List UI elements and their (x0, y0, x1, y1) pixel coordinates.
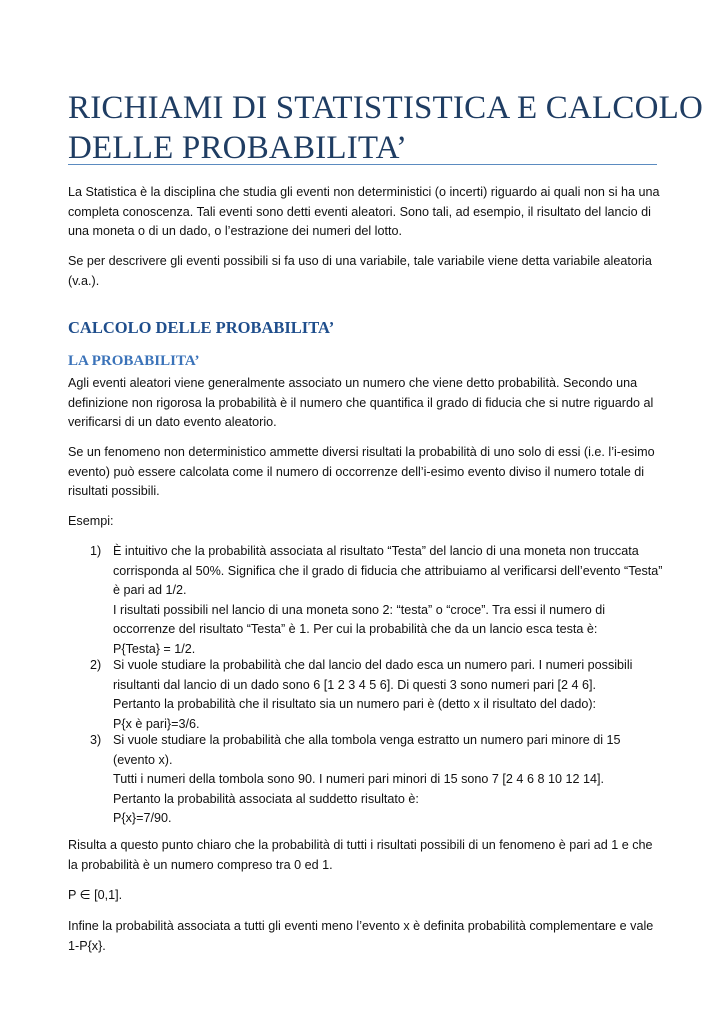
section-subheading: LA PROBABILITA’ (68, 353, 200, 369)
text-line: Infine la probabilità associata a tutti gli eventi meno l’evento x è definita probabilità complementare e vale (68, 919, 654, 933)
list-item (90, 656, 660, 734)
text-line: Agli eventi aleatori viene generalmente associato un numero che viene detto probabilità. Secondo una (68, 376, 638, 390)
text-line: P{x}=7/90. (113, 811, 172, 825)
examples-label (68, 512, 658, 532)
text-line: È intuitivo che la probabilità associata al risultato “Testa” del lancio di una moneta non truccata (113, 544, 639, 558)
title-line: RICHIAMI DI STATISTISTICA E CALCOLO (68, 90, 704, 126)
text-line: evento) può essere calcolata come il numero di occorrenze dell’i-esimo evento diviso il numero totale di (68, 464, 645, 479)
list-item-number: 2) (90, 658, 102, 672)
text-line: Se un fenomeno non deterministico ammette diversi risultati la probabilità di uno solo di essi (i.e. l’i-esimo (68, 445, 655, 459)
range-formula (68, 886, 658, 906)
text-line: completa conoscenza. Tali eventi sono detti eventi aleatori. Sono tali, ad esempio, il risultato del lancio di (68, 204, 651, 219)
text-line: P{Testa} = 1/2. (113, 641, 196, 656)
text-line: verificarsi di un dato evento aleatorio. (68, 415, 277, 429)
text-line: (evento x). (113, 752, 173, 767)
intro-paragraph-1 (68, 183, 658, 242)
text-line: risultati possibili. (68, 484, 160, 498)
list-item-number: 1) (90, 544, 102, 558)
list-item-number: 3) (90, 733, 102, 747)
text-line: I risultati possibili nel lancio di una moneta sono 2: “testa” o “croce”. Tra essi il numero di (113, 602, 606, 617)
text-line: risultanti dal lancio di un dado sono 6 [1 2 3 4 5 6]. Di questi 3 sono numeri pari [2 4 6]. (113, 677, 597, 692)
text-line: P ∈ [0,1]. (68, 888, 123, 902)
text-line: una moneta o di un dado, o l’estrazione dei numeri del lotto. (68, 224, 402, 238)
text-line: Risulta a questo punto chiaro che la probabilità di tutti i risultati possibili di un fenomeno è pari ad 1 e che (68, 838, 653, 852)
intro-paragraph-2 (68, 252, 658, 291)
text-line: (v.a.). (68, 273, 100, 288)
list-item (90, 731, 660, 829)
text-line: Pertanto la probabilità che il risultato sia un numero pari è (detto x il risultato del dado): (113, 697, 597, 711)
text-line: occorrenze del risultato “Testa” è 1. Per cui la probabilità che da un lancio esca testa è: (113, 622, 598, 636)
text-line: Si vuole studiare la probabilità che dal lancio del dado esca un numero pari. I numeri possibili (113, 658, 633, 672)
probability-paragraph-1 (68, 374, 658, 433)
text-line: Esempi: (68, 514, 114, 528)
page-title (68, 88, 704, 168)
text-line: corrisponda al 50%. Significa che il grado di fiducia che attribuiamo al verificarsi dell’evento “Testa” (113, 563, 663, 578)
complement-paragraph (68, 917, 658, 956)
text-line: la probabilità è un numero compreso tra 0 ed 1. (68, 857, 333, 872)
text-line: La Statistica è la disciplina che studia gli eventi non deterministici (o incerti) riguardo ai quali non si ha una (68, 185, 660, 199)
text-line: Si vuole studiare la probabilità che alla tombola venga estratto un numero pari minore di 15 (113, 733, 621, 747)
title-underline (68, 164, 657, 165)
text-line: definizione non rigorosa la probabilità è il numero che quantifica il grado di fiducia che si nutre riguardo al (68, 395, 654, 410)
text-line: P{x è pari}=3/6. (113, 716, 200, 731)
list-item (90, 542, 663, 659)
text-line: Se per descrivere gli eventi possibili si fa uso di una variabile, tale variabile viene detta variabile aleatoria (68, 254, 652, 268)
text-line: Pertanto la probabilità associata al suddetto risultato è: (113, 791, 419, 806)
text-line: 1-P{x}. (68, 938, 106, 953)
title-line: DELLE PROBABILITA’ (68, 130, 408, 166)
probability-paragraph-2 (68, 443, 658, 502)
text-line: è pari ad 1/2. (113, 583, 187, 597)
section-heading: CALCOLO DELLE PROBABILITA’ (68, 318, 335, 337)
text-line: Tutti i numeri della tombola sono 90. I numeri pari minori di 15 sono 7 [2 4 6 8 10 12 14]. (113, 772, 604, 786)
conclusion-paragraph (68, 836, 658, 875)
